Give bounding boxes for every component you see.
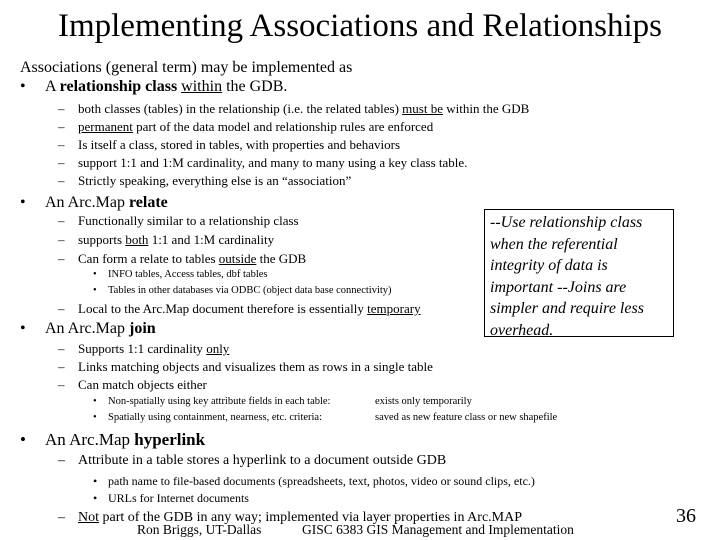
- dash: –: [58, 155, 65, 170]
- dash: –: [58, 453, 65, 468]
- list-item: Can match objects either: [78, 377, 207, 392]
- dash: –: [58, 137, 65, 152]
- bullet: •: [20, 78, 26, 95]
- underlined-text: outside: [218, 251, 257, 266]
- text: part of the GDB in any way; implemented via layer properties in Arc.MAP: [99, 510, 523, 525]
- dash: –: [58, 377, 65, 392]
- bullet: •: [93, 412, 97, 423]
- underlined-text: both: [125, 232, 149, 247]
- section-join: [45, 320, 156, 338]
- underlined-text: Not: [78, 510, 99, 525]
- list-item: Attribute in a table stores a hyperlink to a document outside GDB: [78, 453, 447, 468]
- emphasis: join: [128, 320, 156, 337]
- list-item: [78, 119, 433, 135]
- underlined-text: temporary: [367, 301, 421, 316]
- text: supports: [78, 232, 126, 247]
- text: An Arc.Map: [45, 194, 129, 211]
- dash: –: [58, 341, 65, 356]
- dash: –: [58, 213, 65, 228]
- list-item: [78, 301, 421, 317]
- underlined-text: permanent: [78, 119, 133, 134]
- intro-text: Associations (general term) may be implemented as: [20, 59, 353, 76]
- section-hyperlink: [45, 430, 205, 450]
- emphasis: relationship class: [59, 78, 178, 95]
- text: Local to the Arc.Map document therefore is essentially: [78, 301, 368, 316]
- emphasis: hyperlink: [134, 430, 206, 449]
- text: both classes (tables) in the relationship (i.e. the related tables): [78, 101, 403, 116]
- bullet: •: [20, 194, 26, 211]
- text: Supports 1:1 cardinality: [78, 341, 207, 356]
- bullet: •: [93, 491, 98, 505]
- bullet: •: [93, 285, 97, 296]
- list-item: [78, 341, 229, 357]
- dash: –: [58, 359, 65, 374]
- list-item: [78, 232, 274, 248]
- list-item: [78, 251, 306, 267]
- list-item: Functionally similar to a relationship class: [78, 213, 299, 228]
- underlined-text: only: [206, 341, 230, 356]
- text: part of the data model and relationship rules are enforced: [132, 119, 434, 134]
- dash: –: [58, 251, 65, 266]
- bullet: •: [93, 269, 97, 280]
- text: An Arc.Map: [45, 320, 129, 337]
- sub-list-item: INFO tables, Access tables, dbf tables: [108, 269, 268, 280]
- emphasis: relate: [128, 194, 168, 211]
- dash: –: [58, 232, 65, 247]
- dash: –: [58, 510, 65, 525]
- text: 1:1 and 1:M cardinality: [148, 232, 275, 247]
- list-item: Strictly speaking, everything else is an “association”: [78, 173, 352, 188]
- list-item: [78, 101, 529, 117]
- bullet: •: [20, 430, 26, 449]
- bullet: •: [93, 474, 98, 488]
- page-number: 36: [676, 505, 696, 527]
- sub-list-item: path name to file-based documents (spreadsheets, text, photos, video or sound clips, etc.): [108, 474, 535, 488]
- section-relate: [45, 194, 168, 212]
- page-title: Implementing Associations and Relationships: [57, 8, 663, 44]
- section-relationship-class: [45, 78, 287, 96]
- underlined-text: must be: [402, 101, 443, 116]
- text: An Arc.Map: [45, 430, 135, 449]
- footer-author: Ron Briggs, UT-Dallas: [137, 522, 262, 537]
- list-item: Is itself a class, stored in tables, with properties and behaviors: [78, 137, 401, 152]
- text: within the GDB: [442, 101, 530, 116]
- sub-list-item: URLs for Internet documents: [108, 491, 249, 505]
- dash: –: [58, 101, 65, 116]
- list-item: Links matching objects and visualizes them as rows in a single table: [78, 359, 433, 374]
- sub-list-item: Tables in other databases via ODBC (object data base connectivity): [108, 285, 392, 296]
- bullet: •: [20, 320, 26, 337]
- footer-course: GISC 6383 GIS Management and Implementation: [302, 522, 574, 537]
- underlined-text: within: [181, 78, 223, 95]
- sub-list-item-note: saved as new feature class or new shapefile: [375, 412, 558, 423]
- text: the GDB: [256, 251, 307, 266]
- sub-list-item: Spatially using containment, nearness, etc. criteria:: [108, 412, 323, 423]
- bullet: •: [93, 396, 97, 407]
- sub-list-item-note: exists only temporarily: [375, 396, 472, 407]
- text: Can form a relate to tables: [78, 251, 219, 266]
- callout-box: --Use relationship class when the referential integrity of data is important --Joins are simpler and require less overhead.: [484, 209, 674, 337]
- list-item: support 1:1 and 1:M cardinality, and many to many using a key class table.: [78, 155, 468, 170]
- dash: –: [58, 119, 65, 134]
- dash: –: [58, 173, 65, 188]
- dash: –: [58, 301, 65, 316]
- text: A: [45, 78, 60, 95]
- sub-list-item: Non-spatially using key attribute fields in each table:: [108, 396, 331, 407]
- text: the GDB.: [222, 78, 288, 95]
